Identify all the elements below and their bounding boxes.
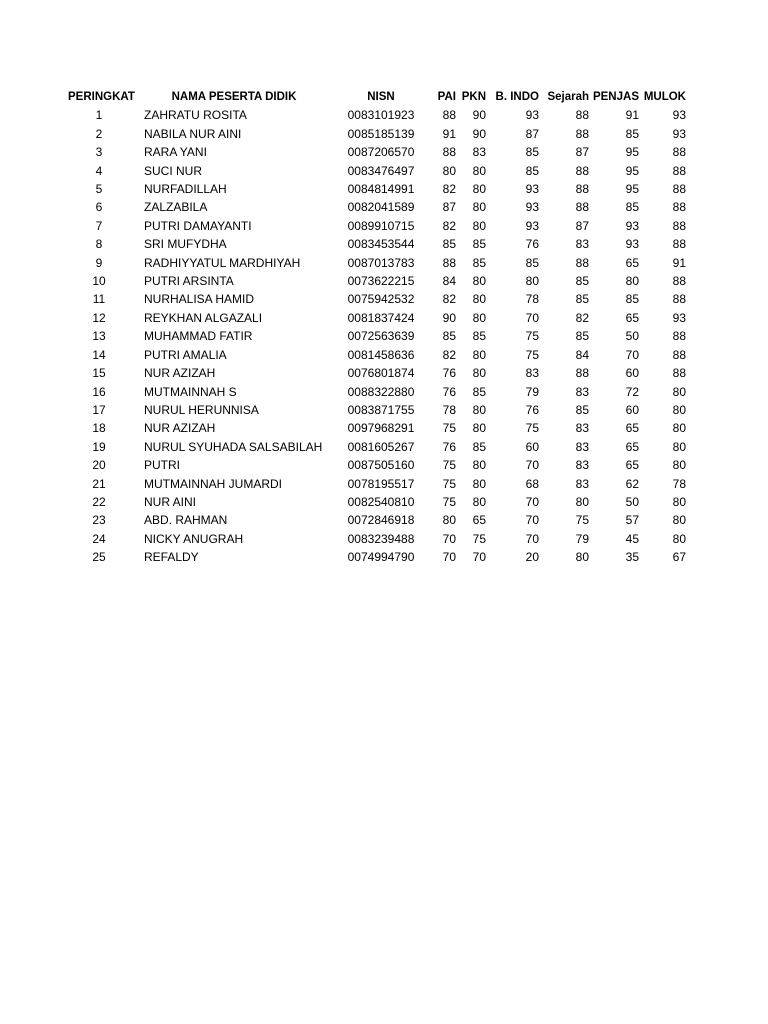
pai-score-cell: 88 xyxy=(442,255,456,270)
penjas-score-cell: 65 xyxy=(625,439,639,454)
rank-cell: 25 xyxy=(92,550,106,565)
pkn-score-cell: 80 xyxy=(472,402,486,417)
table-row xyxy=(66,511,688,529)
pkn-score-cell: 85 xyxy=(472,384,486,399)
sejarah-score-cell: 88 xyxy=(575,255,589,270)
pkn-score-cell: 83 xyxy=(472,145,486,160)
rank-cell: 1 xyxy=(95,108,103,123)
table-row xyxy=(66,419,688,437)
mulok-score-cell: 88 xyxy=(672,274,686,289)
table-row xyxy=(66,493,688,511)
rank-cell: 6 xyxy=(95,200,103,215)
student-name-cell: PUTRI AMALIA xyxy=(144,347,227,362)
nisn-cell: 0073622215 xyxy=(347,274,415,289)
student-name-cell: RADHIYYATUL MARDHIYAH xyxy=(144,255,301,270)
sejarah-score-cell: 85 xyxy=(575,329,589,344)
penjas-score-cell: 85 xyxy=(625,200,639,215)
bindo-score-cell: 75 xyxy=(525,421,539,436)
penjas-score-cell: 93 xyxy=(625,237,639,252)
student-name-cell: NUR AINI xyxy=(144,494,197,509)
pai-score-cell: 90 xyxy=(442,310,456,325)
mulok-score-cell: 88 xyxy=(672,182,686,197)
pai-score-cell: 76 xyxy=(442,366,456,381)
bindo-score-cell: 93 xyxy=(525,200,539,215)
table-row xyxy=(66,401,688,419)
nisn-cell: 0078195517 xyxy=(347,476,415,491)
bindo-score-cell: 70 xyxy=(525,310,539,325)
sejarah-score-cell: 79 xyxy=(575,531,589,546)
mulok-score-cell: 88 xyxy=(672,366,686,381)
header-pai: PAI xyxy=(437,91,456,103)
nisn-cell: 0081458636 xyxy=(347,347,415,362)
penjas-score-cell: 72 xyxy=(625,384,639,399)
sejarah-score-cell: 80 xyxy=(575,494,589,509)
header-pkn: PKN xyxy=(461,91,486,103)
pkn-score-cell: 80 xyxy=(472,310,486,325)
bindo-score-cell: 85 xyxy=(525,163,539,178)
header-rank: PERINGKAT xyxy=(68,91,135,103)
bindo-score-cell: 60 xyxy=(525,439,539,454)
bindo-score-cell: 70 xyxy=(525,494,539,509)
nisn-cell: 0082540810 xyxy=(347,494,415,509)
pkn-score-cell: 75 xyxy=(472,531,486,546)
student-name-cell: PUTRI DAMAYANTI xyxy=(144,218,252,233)
pai-score-cell: 88 xyxy=(442,108,456,123)
pkn-score-cell: 85 xyxy=(472,255,486,270)
bindo-score-cell: 93 xyxy=(525,108,539,123)
nisn-cell: 0087505160 xyxy=(347,458,415,473)
student-name-cell: NUR AZIZAH xyxy=(144,366,216,381)
sejarah-score-cell: 87 xyxy=(575,218,589,233)
table-row xyxy=(66,254,688,272)
sejarah-score-cell: 88 xyxy=(575,366,589,381)
table-row xyxy=(66,309,688,327)
bindo-score-cell: 80 xyxy=(525,274,539,289)
sejarah-score-cell: 84 xyxy=(575,347,589,362)
mulok-score-cell: 80 xyxy=(672,402,686,417)
sejarah-score-cell: 83 xyxy=(575,421,589,436)
penjas-score-cell: 85 xyxy=(625,292,639,307)
penjas-score-cell: 65 xyxy=(625,310,639,325)
pai-score-cell: 78 xyxy=(442,402,456,417)
sejarah-score-cell: 83 xyxy=(575,384,589,399)
student-name-cell: REYKHAN ALGAZALI xyxy=(144,310,263,325)
pkn-score-cell: 80 xyxy=(472,274,486,289)
bindo-score-cell: 79 xyxy=(525,384,539,399)
mulok-score-cell: 88 xyxy=(672,200,686,215)
sejarah-score-cell: 75 xyxy=(575,513,589,528)
rank-cell: 3 xyxy=(95,145,103,160)
rank-cell: 18 xyxy=(92,421,106,436)
bindo-score-cell: 70 xyxy=(525,531,539,546)
bindo-score-cell: 20 xyxy=(525,550,539,565)
penjas-score-cell: 60 xyxy=(625,366,639,381)
header-mulok: MULOK xyxy=(643,91,686,103)
pai-score-cell: 75 xyxy=(442,421,456,436)
sejarah-score-cell: 83 xyxy=(575,458,589,473)
student-name-cell: MUTMAINNAH JUMARDI xyxy=(144,476,282,491)
table-row xyxy=(66,143,688,161)
sejarah-score-cell: 88 xyxy=(575,182,589,197)
pkn-score-cell: 80 xyxy=(472,421,486,436)
bindo-score-cell: 85 xyxy=(525,145,539,160)
nisn-cell: 0083239488 xyxy=(347,531,415,546)
bindo-score-cell: 70 xyxy=(525,513,539,528)
nisn-cell: 0072563639 xyxy=(347,329,415,344)
rank-cell: 13 xyxy=(92,329,106,344)
mulok-score-cell: 80 xyxy=(672,494,686,509)
rank-cell: 14 xyxy=(92,347,106,362)
table-row xyxy=(66,475,688,493)
pai-score-cell: 82 xyxy=(442,218,456,233)
student-name-cell: NURUL HERUNNISA xyxy=(144,402,259,417)
pai-score-cell: 75 xyxy=(442,494,456,509)
student-name-cell: PUTRI ARSINTA xyxy=(144,274,234,289)
pai-score-cell: 84 xyxy=(442,274,456,289)
mulok-score-cell: 80 xyxy=(672,531,686,546)
pkn-score-cell: 80 xyxy=(472,163,486,178)
rank-cell: 10 xyxy=(92,274,106,289)
bindo-score-cell: 70 xyxy=(525,458,539,473)
rank-cell: 20 xyxy=(92,458,106,473)
bindo-score-cell: 76 xyxy=(525,237,539,252)
sejarah-score-cell: 85 xyxy=(575,274,589,289)
penjas-score-cell: 93 xyxy=(625,218,639,233)
rank-cell: 9 xyxy=(95,255,103,270)
ranking-sheet xyxy=(66,88,688,567)
pai-score-cell: 87 xyxy=(442,200,456,215)
pkn-score-cell: 80 xyxy=(472,476,486,491)
nisn-cell: 0088322880 xyxy=(347,384,415,399)
header-penjas: PENJAS xyxy=(592,91,639,103)
table-row xyxy=(66,272,688,290)
penjas-score-cell: 65 xyxy=(625,421,639,436)
pai-score-cell: 91 xyxy=(442,126,456,141)
table-row xyxy=(66,235,688,253)
pkn-score-cell: 80 xyxy=(472,200,486,215)
table-row xyxy=(66,162,688,180)
nisn-cell: 0082041589 xyxy=(347,200,415,215)
nisn-cell: 0083101923 xyxy=(347,108,415,123)
rank-cell: 21 xyxy=(92,476,106,491)
pai-score-cell: 85 xyxy=(442,237,456,252)
table-row xyxy=(66,125,688,143)
rank-cell: 23 xyxy=(92,513,106,528)
sejarah-score-cell: 88 xyxy=(575,163,589,178)
pai-score-cell: 88 xyxy=(442,145,456,160)
mulok-score-cell: 80 xyxy=(672,513,686,528)
table-row xyxy=(66,530,688,548)
rank-cell: 15 xyxy=(92,366,106,381)
pkn-score-cell: 80 xyxy=(472,366,486,381)
mulok-score-cell: 88 xyxy=(672,347,686,362)
nisn-cell: 0072846918 xyxy=(347,513,415,528)
bindo-score-cell: 83 xyxy=(525,366,539,381)
penjas-score-cell: 45 xyxy=(625,531,639,546)
table-row xyxy=(66,456,688,474)
penjas-score-cell: 62 xyxy=(625,476,639,491)
table-row xyxy=(66,438,688,456)
bindo-score-cell: 93 xyxy=(525,182,539,197)
nisn-cell: 0076801874 xyxy=(347,366,415,381)
pai-score-cell: 80 xyxy=(442,513,456,528)
table-body xyxy=(66,106,688,566)
nisn-cell: 0083453544 xyxy=(347,237,415,252)
nisn-cell: 0075942532 xyxy=(347,292,415,307)
bindo-score-cell: 93 xyxy=(525,218,539,233)
penjas-score-cell: 91 xyxy=(625,108,639,123)
bindo-score-cell: 85 xyxy=(525,255,539,270)
student-name-cell: ZAHRATU ROSITA xyxy=(144,108,247,123)
pkn-score-cell: 80 xyxy=(472,347,486,362)
table-row xyxy=(66,327,688,345)
table-row xyxy=(66,106,688,124)
mulok-score-cell: 80 xyxy=(672,384,686,399)
mulok-score-cell: 78 xyxy=(672,476,686,491)
rank-cell: 2 xyxy=(95,126,103,141)
bindo-score-cell: 68 xyxy=(525,476,539,491)
mulok-score-cell: 91 xyxy=(672,255,686,270)
bindo-score-cell: 76 xyxy=(525,402,539,417)
student-name-cell: NICKY ANUGRAH xyxy=(144,531,244,546)
nisn-cell: 0081605267 xyxy=(347,439,415,454)
mulok-score-cell: 88 xyxy=(672,163,686,178)
nisn-cell: 0081837424 xyxy=(347,310,415,325)
penjas-score-cell: 50 xyxy=(625,494,639,509)
nisn-cell: 0089910715 xyxy=(347,218,415,233)
nisn-cell: 0097968291 xyxy=(347,421,415,436)
nisn-cell: 0083871755 xyxy=(347,402,415,417)
rank-cell: 22 xyxy=(92,494,106,509)
mulok-score-cell: 80 xyxy=(672,421,686,436)
mulok-score-cell: 88 xyxy=(672,145,686,160)
penjas-score-cell: 70 xyxy=(625,347,639,362)
table-header-row xyxy=(66,88,688,106)
pai-score-cell: 70 xyxy=(442,550,456,565)
mulok-score-cell: 93 xyxy=(672,108,686,123)
sejarah-score-cell: 82 xyxy=(575,310,589,325)
table-row xyxy=(66,217,688,235)
student-name-cell: SRI MUFYDHA xyxy=(144,237,227,252)
table-row xyxy=(66,383,688,401)
rank-cell: 8 xyxy=(95,237,103,252)
sejarah-score-cell: 80 xyxy=(575,550,589,565)
mulok-score-cell: 80 xyxy=(672,439,686,454)
bindo-score-cell: 87 xyxy=(525,126,539,141)
sejarah-score-cell: 83 xyxy=(575,476,589,491)
table-row xyxy=(66,346,688,364)
sejarah-score-cell: 88 xyxy=(575,126,589,141)
sejarah-score-cell: 83 xyxy=(575,439,589,454)
nisn-cell: 0085185139 xyxy=(347,126,415,141)
student-name-cell: NURUL SYUHADA SALSABILAH xyxy=(144,439,323,454)
rank-cell: 12 xyxy=(92,310,106,325)
pai-score-cell: 75 xyxy=(442,458,456,473)
header-bindo: B. INDO xyxy=(495,91,539,103)
student-name-cell: REFALDY xyxy=(144,550,199,565)
nisn-cell: 0083476497 xyxy=(347,163,415,178)
nisn-cell: 0084814991 xyxy=(347,182,415,197)
header-nisn: NISN xyxy=(367,91,395,103)
sejarah-score-cell: 88 xyxy=(575,108,589,123)
penjas-score-cell: 65 xyxy=(625,255,639,270)
student-name-cell: MUHAMMAD FATIR xyxy=(144,329,253,344)
pkn-score-cell: 80 xyxy=(472,494,486,509)
bindo-score-cell: 75 xyxy=(525,347,539,362)
mulok-score-cell: 88 xyxy=(672,218,686,233)
pkn-score-cell: 70 xyxy=(472,550,486,565)
sejarah-score-cell: 87 xyxy=(575,145,589,160)
table-row xyxy=(66,548,688,566)
student-name-cell: NURFADILLAH xyxy=(144,182,227,197)
mulok-score-cell: 88 xyxy=(672,237,686,252)
pkn-score-cell: 80 xyxy=(472,292,486,307)
student-name-cell: SUCI NUR xyxy=(144,163,203,178)
pai-score-cell: 82 xyxy=(442,182,456,197)
bindo-score-cell: 78 xyxy=(525,292,539,307)
pkn-score-cell: 80 xyxy=(472,182,486,197)
penjas-score-cell: 35 xyxy=(625,550,639,565)
sejarah-score-cell: 85 xyxy=(575,402,589,417)
sejarah-score-cell: 88 xyxy=(575,200,589,215)
pkn-score-cell: 65 xyxy=(472,513,486,528)
bindo-score-cell: 75 xyxy=(525,329,539,344)
table-row xyxy=(66,364,688,382)
rank-cell: 5 xyxy=(95,182,103,197)
mulok-score-cell: 80 xyxy=(672,458,686,473)
mulok-score-cell: 93 xyxy=(672,126,686,141)
student-name-cell: PUTRI xyxy=(144,458,180,473)
header-sejarah: Sejarah xyxy=(547,91,589,103)
table-row xyxy=(66,198,688,216)
student-name-cell: NABILA NUR AINI xyxy=(144,126,242,141)
pai-score-cell: 82 xyxy=(442,347,456,362)
nisn-cell: 0074994790 xyxy=(347,550,415,565)
ranking-table xyxy=(66,88,688,567)
student-name-cell: ZALZABILA xyxy=(144,200,208,215)
rank-cell: 17 xyxy=(92,402,106,417)
penjas-score-cell: 95 xyxy=(625,145,639,160)
pkn-score-cell: 90 xyxy=(472,126,486,141)
penjas-score-cell: 95 xyxy=(625,163,639,178)
sejarah-score-cell: 85 xyxy=(575,292,589,307)
student-name-cell: NURHALISA HAMID xyxy=(144,292,255,307)
penjas-score-cell: 50 xyxy=(625,329,639,344)
nisn-cell: 0087206570 xyxy=(347,145,415,160)
rank-cell: 24 xyxy=(92,531,106,546)
penjas-score-cell: 65 xyxy=(625,458,639,473)
nisn-cell: 0087013783 xyxy=(347,255,415,270)
rank-cell: 7 xyxy=(95,218,103,233)
pai-score-cell: 75 xyxy=(442,476,456,491)
rank-cell: 16 xyxy=(92,384,106,399)
pai-score-cell: 85 xyxy=(442,329,456,344)
header-name: NAMA PESERTA DIDIK xyxy=(171,91,297,103)
student-name-cell: RARA YANI xyxy=(144,145,207,160)
penjas-score-cell: 57 xyxy=(625,513,639,528)
rank-cell: 19 xyxy=(92,439,106,454)
rank-cell: 4 xyxy=(95,163,103,178)
student-name-cell: ABD. RAHMAN xyxy=(144,513,228,528)
pai-score-cell: 82 xyxy=(442,292,456,307)
pkn-score-cell: 80 xyxy=(472,218,486,233)
rank-cell: 11 xyxy=(92,292,106,307)
penjas-score-cell: 60 xyxy=(625,402,639,417)
pai-score-cell: 80 xyxy=(442,163,456,178)
pai-score-cell: 76 xyxy=(442,439,456,454)
pai-score-cell: 76 xyxy=(442,384,456,399)
pkn-score-cell: 85 xyxy=(472,439,486,454)
student-name-cell: NUR AZIZAH xyxy=(144,421,216,436)
table-row xyxy=(66,290,688,308)
pkn-score-cell: 85 xyxy=(472,237,486,252)
mulok-score-cell: 67 xyxy=(672,550,686,565)
pkn-score-cell: 80 xyxy=(472,458,486,473)
pai-score-cell: 70 xyxy=(442,531,456,546)
table-row xyxy=(66,180,688,198)
penjas-score-cell: 85 xyxy=(625,126,639,141)
student-name-cell: MUTMAINNAH S xyxy=(144,384,237,399)
mulok-score-cell: 93 xyxy=(672,310,686,325)
mulok-score-cell: 88 xyxy=(672,292,686,307)
pkn-score-cell: 90 xyxy=(472,108,486,123)
penjas-score-cell: 80 xyxy=(625,274,639,289)
sejarah-score-cell: 83 xyxy=(575,237,589,252)
pkn-score-cell: 85 xyxy=(472,329,486,344)
mulok-score-cell: 88 xyxy=(672,329,686,344)
penjas-score-cell: 95 xyxy=(625,182,639,197)
